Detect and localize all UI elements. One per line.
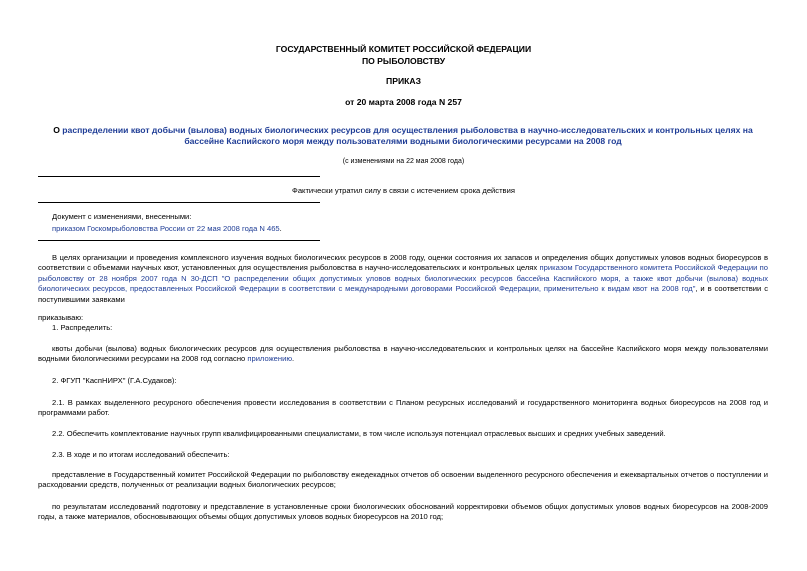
changes-doc-end: . <box>279 224 282 233</box>
item-2-1: 2.1. В рамках выделенного ресурсного обеспечения провести исследования в соответствии с Планом ресурсных исследований и государственного мониторинга водных биоресурсов на 2008 год и программами работ. <box>38 398 768 418</box>
item-1: 1. Распределить: <box>52 323 113 332</box>
item-1-text <box>38 344 768 365</box>
item-2-3-a: представление в Государственный комитет Российской Федерации по рыболовству ежедекадных отчетов об освоении выделенного ресурсного обеспечения и ежеквартальных отчетов о поступлении и расходовании средств, полученных от реализации водных биологических ресурсов; <box>38 470 768 490</box>
doc-title-prefix: О <box>53 125 63 135</box>
item-1-body: квоты добычи (вылова) водных биологических ресурсов для осуществления рыболовства в научно-исследовательских и контрольных целях на бассейне Каспийского моря между пользователями водными биологическими ресурсами на 2008 год согласно <box>38 344 768 364</box>
order-word: приказываю: <box>38 313 84 322</box>
doc-type: ПРИКАЗ <box>386 76 421 86</box>
preamble-paragraph <box>38 253 768 305</box>
changes-doc-label: Документ с изменениями, внесенными: <box>52 212 192 221</box>
divider <box>38 240 320 241</box>
doc-date-number: от 20 марта 2008 года N 257 <box>345 97 462 107</box>
changes-doc-ref <box>52 224 282 234</box>
divider <box>38 202 320 203</box>
appendix-link[interactable]: приложению <box>247 354 293 364</box>
amendment-note: (с изменениями на 22 мая 2008 года) <box>342 158 465 165</box>
item-1-end: . <box>292 354 295 364</box>
org-name-line1: ГОСУДАРСТВЕННЫЙ КОМИТЕТ РОССИЙСКОЙ ФЕДЕРАЦИИ <box>275 44 532 54</box>
preamble-text1: В целях организации и проведения комплексного изучения водных биологических ресурсов в 2008 году, оценки состояния их запасов и определения общих допустимых уловов водных биоресурсов в соответствии с объемами научных квот, установленных для осуществления рыболовства в научно-исследовательских и контрольных целях <box>38 253 768 273</box>
changes-doc-link[interactable]: приказом Госкомрыболовства России от 22 мая 2008 года N 465 <box>52 224 280 233</box>
doc-title-link[interactable]: распределении квот добычи (вылова) водных биологических ресурсов для осуществления рыболовства в научно-исследовательских и контрольных целях на бассейне Каспийского моря между пользователями водными биологическими ресурсами на 2008 год <box>62 125 753 147</box>
item-2-2: 2.2. Обеспечить комплектование научных групп квалифицированными специалистами, в том числе используя потенциал отраслевых высших и средних учебных заведений. <box>52 429 666 438</box>
preamble-text2: , и в соответствии с поступившими заявками <box>38 284 768 304</box>
preamble-link[interactable]: приказом Государственного комитета Российской Федерации по рыболовству от 28 ноября 2007 года N 30-ДСП "О распределении общих допустимых уловов водных биологических ресурсов бассейна Каспийского моря, а также квот добычи (вылова) водных биологических ресурсов, предоставленных Российской Федерации в соответствии с международными договорами Российской Федерации, применительно к видам квот на 2008 год" <box>38 263 768 294</box>
item-2: 2. ФГУП "КаспНИРХ" (Г.А.Судаков): <box>52 376 177 385</box>
divider <box>38 176 320 177</box>
item-2-3: 2.3. В ходе и по итогам исследований обеспечить: <box>52 450 230 459</box>
org-name-line2: ПО РЫБОЛОВСТВУ <box>361 56 446 66</box>
status-text: Фактически утратил силу в связи с истечением срока действия <box>292 186 515 195</box>
doc-title <box>38 125 768 147</box>
item-2-3-b: по результатам исследований подготовку и представление в установленные сроки биологических обоснований корректировки объемов общих допустимых уловов водных биоресурсов на 2008-2009 годы, а также материалов, обосновывающих объемы общих допустимых уловов водных биоресурсов на 2010 год; <box>38 502 768 522</box>
